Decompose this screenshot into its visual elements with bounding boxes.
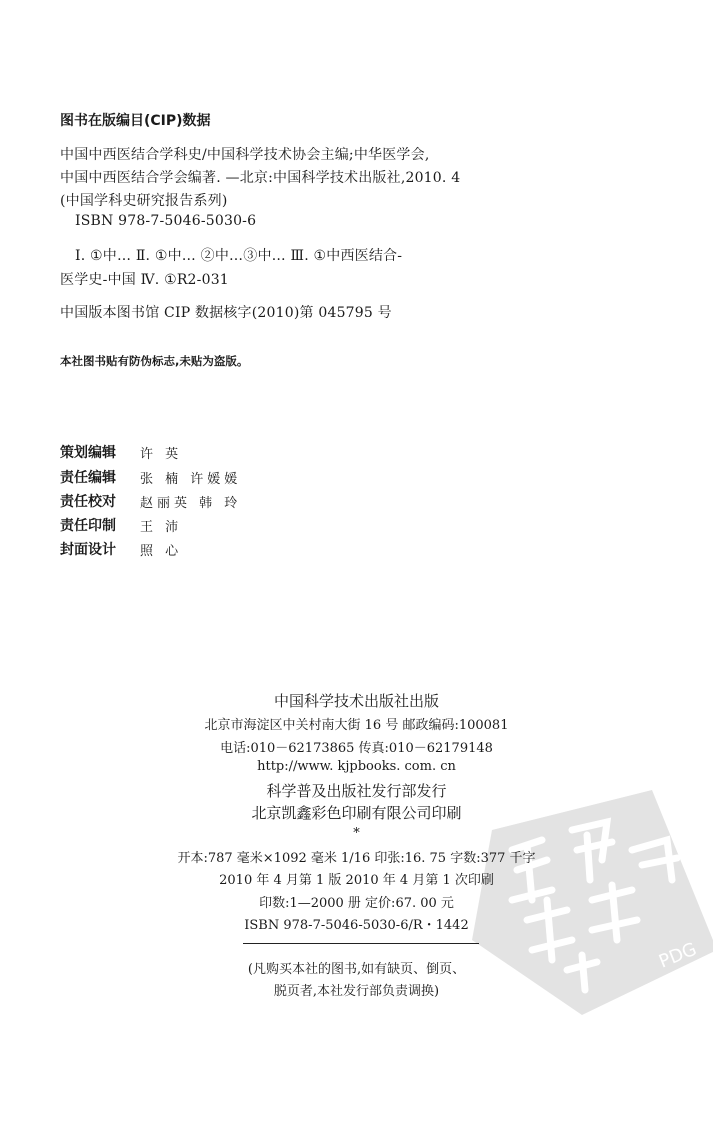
cip-isbn: ISBN 978-7-5046-5030-6: [75, 213, 257, 229]
credit-role: 责任印制: [60, 518, 116, 534]
cip-line-2: 中国中西医结合学会编著. —北京:中国科学技术出版社,2010. 4: [60, 170, 461, 186]
credit-role: 封面设计: [60, 542, 116, 558]
cip-record-number: 中国版本图书馆 CIP 数据核字(2010)第 045795 号: [60, 305, 392, 321]
return-policy-line-2: 脱页者,本社发行部负责调换): [273, 984, 440, 999]
publisher-phone: 电话:010－62173865 传真:010－62179148: [220, 741, 493, 756]
anti-counterfeit-notice: 本社图书贴有防伪标志,未贴为盗版。: [60, 354, 249, 368]
cip-heading: 图书在版编目(CIP)数据: [60, 113, 211, 129]
print-run-price: 印数:1—2000 册 定价:67. 00 元: [259, 896, 454, 911]
book-specs: 开本:787 毫米×1092 毫米 1/16 印张:16. 75 字数:377 千字: [177, 851, 536, 866]
publisher-line: 中国科学技术出版社出版: [273, 692, 439, 710]
cip-line-3: (中国学科史研究报告系列): [60, 193, 228, 209]
isbn-line: ISBN 978-7-5046-5030-6/R・1442: [244, 918, 469, 933]
cip-classification-2: 医学史-中国 Ⅳ. ①R2-031: [60, 272, 229, 288]
cip-classification-1: Ⅰ. ①中… Ⅱ. ①中… ②中…③中… Ⅲ. ①中西医结合-: [75, 248, 403, 264]
printer-line: 北京凯鑫彩色印刷有限公司印刷: [251, 804, 462, 822]
cip-line-1: 中国中西医结合学科史/中国科学技术协会主编;中华医学会,: [60, 147, 430, 163]
edition-line: 2010 年 4 月第 1 版 2010 年 4 月第 1 次印刷: [219, 873, 494, 888]
credit-role: 责任编辑: [60, 470, 116, 486]
return-policy-line-1: (凡购买本社的图书,如有缺页、倒页、: [247, 962, 466, 977]
publisher-website: http://www. kjpbooks. com. cn: [257, 759, 456, 774]
divider-rule: [243, 943, 479, 944]
credit-names: 张 楠 许媛媛: [140, 472, 242, 487]
credit-role: 策划编辑: [60, 445, 116, 461]
credit-names: 赵丽英 韩 玲: [140, 496, 242, 511]
publisher-address: 北京市海淀区中关村南大街 16 号 邮政编码:100081: [204, 718, 509, 733]
credit-names: 照 心: [140, 544, 183, 559]
credit-names: 王 沛: [140, 520, 183, 535]
watermark-text: PDG: [656, 938, 700, 973]
distributor-line: 科学普及出版社发行部发行: [266, 782, 447, 800]
separator-asterisk: *: [353, 826, 360, 841]
credit-role: 责任校对: [60, 494, 116, 510]
credit-names: 许 英: [140, 447, 183, 462]
